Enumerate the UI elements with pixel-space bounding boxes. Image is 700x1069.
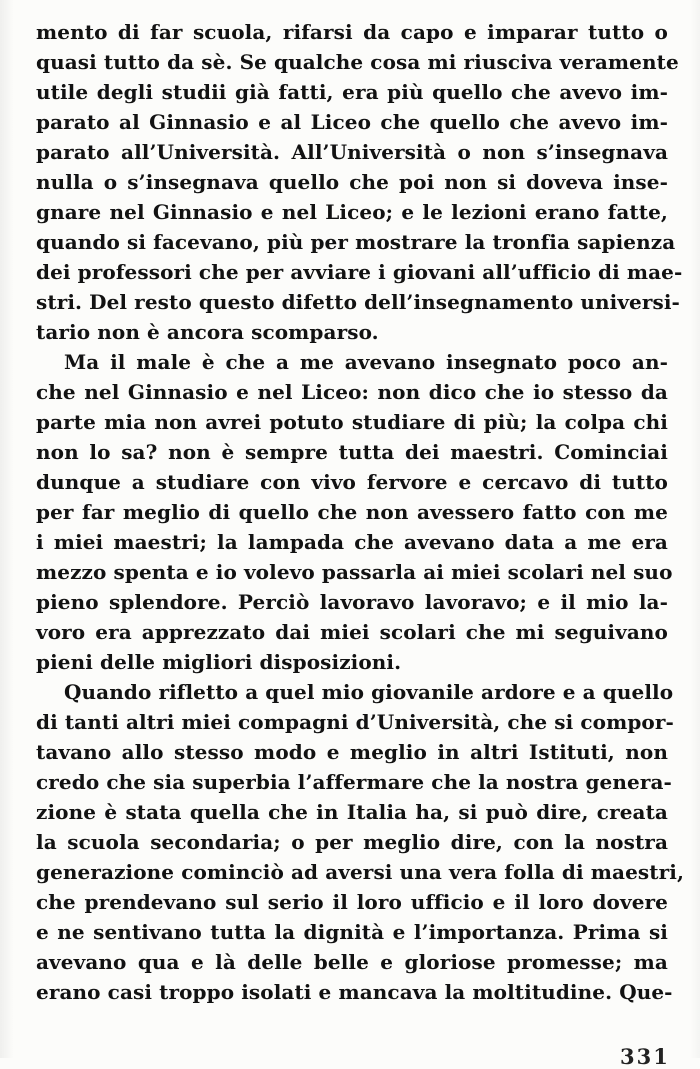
- text-line: che prendevano sul serio il loro ufficio e il loro dovere: [36, 890, 668, 914]
- text-line: e ne sentivano tutta la dignità e l’importanza. Prima si: [36, 920, 668, 944]
- text-line: dunque a studiare con vivo fervore e cercavo di tutto: [36, 470, 668, 494]
- text-line: parte mia non avrei potuto studiare di più; la colpa chi: [36, 410, 668, 434]
- text-line: avevano qua e là delle belle e gloriose promesse; ma: [36, 950, 668, 974]
- text-line: pieno splendore. Perciò lavoravo lavoravo; e il mio la-: [36, 590, 668, 614]
- text-line: tavano allo stesso modo e meglio in altri Istituti, non: [36, 740, 668, 764]
- text-line: Ma il male è che a me avevano insegnato poco an-: [64, 350, 668, 374]
- text-line: quasi tutto da sè. Se qualche cosa mi riusciva veramente: [36, 50, 679, 74]
- text-line: per far meglio di quello che non avessero fatto con me: [36, 500, 668, 524]
- page-text: [36, 17, 685, 1007]
- text-line: generazione cominciò ad aversi una vera folla di maestri,: [36, 860, 685, 884]
- text-line: nulla o s’insegnava quello che poi non si doveva inse-: [36, 170, 668, 194]
- text-line: che nel Ginnasio e nel Liceo: non dico che io stesso da: [36, 380, 668, 404]
- text-line: credo che sia superbia l’affermare che la nostra genera-: [36, 770, 672, 794]
- text-line: Quando rifletto a quel mio giovanile ardore e a quello: [64, 680, 674, 704]
- text-line: di tanti altri miei compagni d’Università, che si compor-: [36, 710, 674, 734]
- text-line: tario non è ancora scomparso.: [36, 320, 379, 344]
- text-line: stri. Del resto questo difetto dell’insegnamento universi-: [36, 290, 680, 314]
- text-line: i miei maestri; la lampada che avevano data a me era: [36, 530, 668, 554]
- text-line: utile degli studii già fatti, era più quello che avevo im-: [36, 80, 668, 104]
- text-line: pieni delle migliori disposizioni.: [36, 650, 402, 674]
- text-line: parato all’Università. All’Università o non s’insegnava: [36, 140, 668, 164]
- text-line: voro era apprezzato dai miei scolari che mi seguivano: [36, 620, 668, 644]
- text-line: quando si facevano, più per mostrare la tronfia sapienza: [36, 230, 676, 254]
- text-line: zione è stata quella che in Italia ha, si può dire, creata: [36, 800, 668, 824]
- text-line: erano casi troppo isolati e mancava la moltitudine. Que-: [36, 980, 673, 1004]
- page-number: 331: [620, 1044, 670, 1069]
- text-line: mezzo spenta e io volevo passarla ai miei scolari nel suo: [36, 560, 673, 584]
- text-line: dei professori che per avviare i giovani all’ufficio di mae-: [36, 260, 683, 284]
- text-line: gnare nel Ginnasio e nel Liceo; e le lezioni erano fatte,: [36, 200, 668, 224]
- text-line: la scuola secondaria; o per meglio dire, con la nostra: [36, 830, 668, 854]
- text-line: mento di far scuola, rifarsi da capo e imparar tutto o: [36, 20, 668, 44]
- text-line: non lo sa? non è sempre tutta dei maestri. Cominciai: [36, 440, 668, 464]
- text-line: parato al Ginnasio e al Liceo che quello che avevo im-: [36, 110, 668, 134]
